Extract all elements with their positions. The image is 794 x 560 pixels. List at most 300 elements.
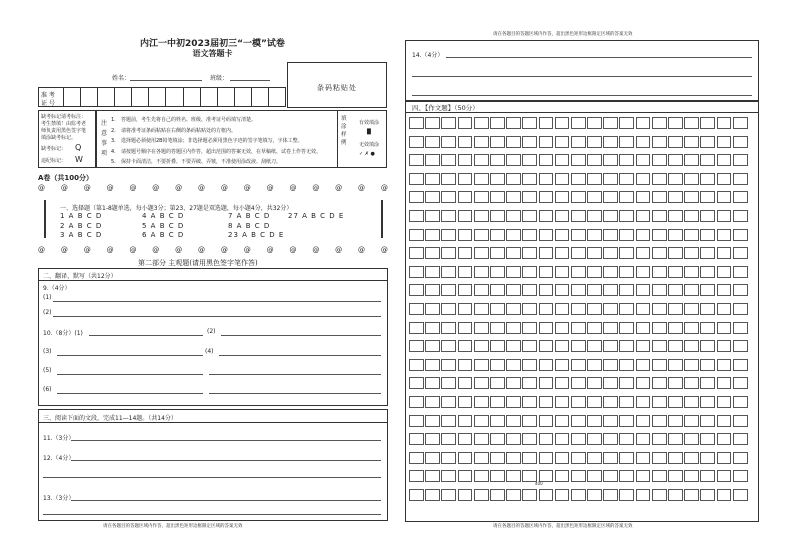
essay-grid-cell[interactable] [733,359,748,371]
essay-grid-cell[interactable] [700,136,715,148]
essay-grid-cell[interactable] [441,117,456,129]
essay-grid-cell[interactable] [571,377,586,389]
essay-grid-cell[interactable] [458,415,473,427]
essay-grid-cell[interactable] [522,377,537,389]
essay-grid-cell[interactable] [506,396,521,408]
essay-grid-cell[interactable] [441,284,456,296]
q13-answer-line[interactable] [71,500,381,501]
essay-grid-cell[interactable] [668,322,683,334]
essay-grid-cell[interactable] [490,377,505,389]
essay-grid-cell[interactable] [522,489,537,501]
essay-grid-cell[interactable] [539,433,554,445]
essay-grid-cell[interactable] [409,173,424,185]
essay-grid-cell[interactable] [425,359,440,371]
essay-grid-cell[interactable] [490,136,505,148]
essay-grid-cell[interactable] [522,191,537,203]
essay-grid-cell[interactable] [700,415,715,427]
essay-grid-cell[interactable] [539,284,554,296]
essay-grid-cell[interactable] [522,284,537,296]
essay-grid-cell[interactable] [409,470,424,482]
essay-grid-cell[interactable] [539,396,554,408]
essay-grid-cell[interactable] [522,322,537,334]
essay-grid-cell[interactable] [458,154,473,166]
essay-grid-cell[interactable] [474,284,489,296]
essay-grid-cell[interactable] [490,359,505,371]
essay-grid-cell[interactable] [441,470,456,482]
q11-answer-line[interactable] [71,440,381,441]
essay-grid-cell[interactable] [619,154,634,166]
q14-answer-line-2[interactable] [412,76,752,77]
essay-grid-cell[interactable] [668,191,683,203]
essay-grid-cell[interactable] [684,377,699,389]
essay-grid-cell[interactable] [506,377,521,389]
essay-grid-cell[interactable] [717,191,732,203]
essay-grid-cell[interactable] [522,359,537,371]
ticket-digit-cell[interactable] [80,88,97,106]
essay-grid-cell[interactable] [668,154,683,166]
ticket-digit-cell[interactable] [268,88,285,106]
essay-grid-cell[interactable] [717,452,732,464]
essay-grid-cell[interactable] [733,136,748,148]
essay-grid-cell[interactable] [587,191,602,203]
mcq-item[interactable]: 1 A B C D [60,212,103,220]
essay-grid-cell[interactable] [700,489,715,501]
essay-grid-cell[interactable] [733,340,748,352]
essay-grid-row[interactable] [409,247,749,259]
essay-grid-row[interactable] [409,489,749,501]
essay-grid-cell[interactable] [684,266,699,278]
essay-grid-cell[interactable] [474,136,489,148]
essay-grid-cell[interactable] [652,359,667,371]
q13-answer-line-2[interactable] [43,514,381,515]
mcq-item[interactable]: 27 A B C D E [288,212,345,220]
essay-grid-cell[interactable] [619,284,634,296]
essay-grid-row[interactable] [409,340,749,352]
essay-grid-cell[interactable] [652,470,667,482]
essay-grid-cell[interactable] [539,247,554,259]
essay-grid-cell[interactable] [717,377,732,389]
essay-grid-cell[interactable] [458,117,473,129]
essay-grid-cell[interactable] [700,433,715,445]
essay-grid-cell[interactable] [684,173,699,185]
essay-grid-cell[interactable] [652,377,667,389]
essay-grid-cell[interactable] [668,377,683,389]
essay-grid-cell[interactable] [555,210,570,222]
essay-grid-cell[interactable] [652,433,667,445]
essay-grid-cell[interactable] [474,303,489,315]
q14-answer-line-3[interactable] [412,95,752,96]
essay-grid-cell[interactable] [717,489,732,501]
essay-grid-cell[interactable] [506,117,521,129]
essay-grid-cell[interactable] [490,117,505,129]
essay-grid-cell[interactable] [733,154,748,166]
q10-6-answer-line[interactable] [57,393,203,394]
essay-grid-cell[interactable] [636,396,651,408]
ticket-digit-cell[interactable] [148,88,165,106]
essay-grid-cell[interactable] [636,303,651,315]
essay-grid-cell[interactable] [636,433,651,445]
essay-grid-cell[interactable] [441,433,456,445]
essay-grid-cell[interactable] [425,433,440,445]
essay-grid-cell[interactable] [700,229,715,241]
essay-grid-cell[interactable] [636,136,651,148]
essay-grid-cell[interactable] [425,191,440,203]
essay-grid-cell[interactable] [700,247,715,259]
essay-grid-cell[interactable] [684,117,699,129]
ticket-digit-cell[interactable] [234,88,251,106]
essay-grid-cell[interactable] [441,210,456,222]
essay-grid-cell[interactable] [717,173,732,185]
essay-grid-cell[interactable] [603,452,618,464]
essay-grid-cell[interactable] [587,154,602,166]
essay-grid-cell[interactable] [733,470,748,482]
essay-grid-cell[interactable] [522,470,537,482]
essay-grid-cell[interactable] [603,247,618,259]
essay-grid-cell[interactable] [652,489,667,501]
essay-grid-cell[interactable] [474,377,489,389]
essay-grid-row[interactable] [409,322,749,334]
essay-grid-cell[interactable] [603,229,618,241]
essay-grid-cell[interactable] [652,173,667,185]
essay-grid-cell[interactable] [458,266,473,278]
essay-grid-cell[interactable] [587,136,602,148]
essay-grid-cell[interactable] [717,433,732,445]
essay-grid-cell[interactable] [717,340,732,352]
essay-grid-cell[interactable] [603,489,618,501]
mcq-item[interactable]: 5 A B C D [142,222,185,230]
essay-grid-cell[interactable] [539,173,554,185]
essay-grid-cell[interactable] [425,210,440,222]
essay-grid-cell[interactable] [684,433,699,445]
essay-grid-cell[interactable] [571,173,586,185]
essay-grid-cell[interactable] [425,396,440,408]
ticket-digit-cell[interactable] [97,88,114,106]
essay-grid-cell[interactable] [603,377,618,389]
essay-grid-cell[interactable] [587,322,602,334]
essay-grid-cell[interactable] [587,210,602,222]
essay-grid-cell[interactable] [474,266,489,278]
mcq-item[interactable]: 23 A B C D E [228,231,285,239]
essay-grid-cell[interactable] [717,154,732,166]
essay-grid-cell[interactable] [603,433,618,445]
q10-5b-answer-line[interactable] [209,374,381,375]
essay-grid-cell[interactable] [555,117,570,129]
essay-grid-cell[interactable] [700,322,715,334]
essay-grid-cell[interactable] [668,470,683,482]
essay-grid-row[interactable] [409,229,749,241]
essay-grid-cell[interactable] [409,415,424,427]
essay-grid-cell[interactable] [733,415,748,427]
essay-grid-cell[interactable] [474,396,489,408]
essay-grid-cell[interactable] [409,247,424,259]
essay-grid-cell[interactable] [668,433,683,445]
essay-grid-cell[interactable] [458,396,473,408]
essay-grid-cell[interactable] [571,247,586,259]
essay-grid-cell[interactable] [441,396,456,408]
essay-grid-cell[interactable] [652,303,667,315]
essay-grid-cell[interactable] [587,284,602,296]
essay-grid-cell[interactable] [684,489,699,501]
essay-grid-cell[interactable] [700,173,715,185]
name-field[interactable] [130,80,202,81]
essay-grid-cell[interactable] [733,303,748,315]
essay-grid-cell[interactable] [425,415,440,427]
essay-grid-cell[interactable] [441,359,456,371]
essay-grid-cell[interactable] [619,210,634,222]
essay-grid-cell[interactable] [490,247,505,259]
essay-grid-cell[interactable] [474,322,489,334]
essay-grid-cell[interactable] [555,173,570,185]
essay-grid-cell[interactable] [668,489,683,501]
essay-grid-cell[interactable] [458,433,473,445]
essay-grid-cell[interactable] [506,433,521,445]
essay-grid-cell[interactable] [555,284,570,296]
essay-grid-cell[interactable] [441,340,456,352]
essay-grid-cell[interactable] [555,340,570,352]
essay-grid-cell[interactable] [539,489,554,501]
essay-grid-cell[interactable] [506,173,521,185]
essay-grid-cell[interactable] [603,303,618,315]
essay-grid-cell[interactable] [684,470,699,482]
essay-grid-cell[interactable] [717,396,732,408]
essay-grid-cell[interactable] [458,284,473,296]
essay-grid-cell[interactable] [571,136,586,148]
essay-grid-cell[interactable] [522,247,537,259]
essay-grid-cell[interactable] [458,470,473,482]
essay-grid-cell[interactable] [652,154,667,166]
essay-grid-cell[interactable] [619,433,634,445]
essay-grid-cell[interactable] [700,191,715,203]
essay-grid-cell[interactable] [474,340,489,352]
essay-grid-cell[interactable] [636,117,651,129]
essay-grid-cell[interactable] [555,377,570,389]
essay-grid-cell[interactable] [700,452,715,464]
essay-grid-cell[interactable] [522,136,537,148]
essay-grid-cell[interactable] [506,229,521,241]
essay-grid-cell[interactable] [522,396,537,408]
essay-grid-cell[interactable] [684,154,699,166]
essay-grid-cell[interactable] [539,470,554,482]
essay-grid-cell[interactable] [571,191,586,203]
essay-grid-cell[interactable] [668,452,683,464]
essay-grid-cell[interactable] [506,266,521,278]
essay-grid-cell[interactable] [619,452,634,464]
essay-grid-cell[interactable] [587,433,602,445]
ticket-digit-cell[interactable] [200,88,217,106]
essay-grid-cell[interactable] [441,377,456,389]
essay-grid-cell[interactable] [619,303,634,315]
essay-grid-cell[interactable] [522,433,537,445]
essay-grid-cell[interactable] [587,247,602,259]
essay-grid-cell[interactable] [458,136,473,148]
essay-grid-cell[interactable] [474,191,489,203]
essay-grid-cell[interactable] [603,340,618,352]
essay-grid-cell[interactable] [684,136,699,148]
essay-grid-cell[interactable] [652,117,667,129]
essay-grid-cell[interactable] [441,191,456,203]
essay-grid-cell[interactable] [684,247,699,259]
essay-grid-cell[interactable] [425,117,440,129]
essay-grid-cell[interactable] [555,470,570,482]
essay-grid-cell[interactable] [506,470,521,482]
essay-grid-cell[interactable] [717,415,732,427]
essay-grid-cell[interactable] [636,266,651,278]
essay-grid-cell[interactable] [539,266,554,278]
essay-grid-cell[interactable] [652,340,667,352]
essay-grid-row[interactable] [409,266,749,278]
q10-3-answer-line[interactable] [57,355,203,356]
ticket-digit-cell[interactable] [165,88,182,106]
essay-grid-cell[interactable] [458,210,473,222]
essay-grid-cell[interactable] [506,415,521,427]
essay-grid-cell[interactable] [587,452,602,464]
essay-grid-row[interactable] [409,396,749,408]
essay-grid-cell[interactable] [409,284,424,296]
essay-grid-cell[interactable] [700,154,715,166]
mcq-item[interactable]: 7 A B C D [228,212,271,220]
essay-grid-cell[interactable] [733,322,748,334]
essay-grid-cell[interactable] [571,359,586,371]
essay-grid-cell[interactable] [506,489,521,501]
mcq-item[interactable]: 8 A B C D [228,222,271,230]
essay-grid-cell[interactable] [668,117,683,129]
essay-grid-cell[interactable] [603,322,618,334]
essay-grid-row[interactable] [409,191,749,203]
essay-grid-cell[interactable] [458,359,473,371]
essay-grid-cell[interactable] [684,303,699,315]
essay-grid-cell[interactable] [555,136,570,148]
essay-grid-cell[interactable] [409,433,424,445]
q12-answer-line-2[interactable] [43,477,381,478]
essay-grid-cell[interactable] [636,489,651,501]
q14-answer-line[interactable] [446,57,752,58]
q9-2-answer-line[interactable] [53,316,381,317]
essay-grid-row[interactable] [409,359,749,371]
essay-grid-cell[interactable] [409,266,424,278]
essay-grid-cell[interactable] [587,396,602,408]
essay-grid-cell[interactable] [668,359,683,371]
ticket-digit-cell[interactable] [131,88,148,106]
essay-grid-cell[interactable] [425,247,440,259]
essay-grid-cell[interactable] [490,470,505,482]
essay-grid-cell[interactable] [587,377,602,389]
essay-grid-cell[interactable] [684,191,699,203]
essay-grid-cell[interactable] [409,154,424,166]
essay-grid-cell[interactable] [700,117,715,129]
essay-grid-cell[interactable] [539,303,554,315]
essay-grid-cell[interactable] [522,415,537,427]
essay-grid-cell[interactable] [652,396,667,408]
essay-grid-cell[interactable] [587,359,602,371]
essay-grid-cell[interactable] [700,396,715,408]
essay-grid-cell[interactable] [619,377,634,389]
q10-1-answer-line[interactable] [89,335,203,336]
essay-grid-cell[interactable] [587,303,602,315]
essay-grid-cell[interactable] [733,452,748,464]
class-field[interactable] [230,80,270,81]
essay-grid-cell[interactable] [555,433,570,445]
essay-grid-cell[interactable] [441,266,456,278]
essay-grid-cell[interactable] [441,247,456,259]
essay-grid-cell[interactable] [522,229,537,241]
essay-grid-cell[interactable] [425,266,440,278]
essay-grid-cell[interactable] [522,340,537,352]
essay-grid-cell[interactable] [700,303,715,315]
essay-grid-cell[interactable] [490,154,505,166]
essay-grid-cell[interactable] [490,266,505,278]
ticket-digit-cell[interactable] [63,88,80,106]
essay-grid-cell[interactable] [733,247,748,259]
essay-grid-row[interactable] [409,433,749,445]
q9-1-answer-line[interactable] [53,301,381,302]
essay-grid-cell[interactable] [636,210,651,222]
essay-grid-cell[interactable] [490,340,505,352]
essay-grid-cell[interactable] [717,303,732,315]
essay-grid-cell[interactable] [587,470,602,482]
essay-grid-cell[interactable] [700,359,715,371]
essay-grid-cell[interactable] [555,322,570,334]
essay-grid-cell[interactable] [539,117,554,129]
absence-mark-symbol[interactable]: Q [75,143,82,152]
essay-grid-cell[interactable] [636,340,651,352]
essay-grid-cell[interactable] [684,452,699,464]
essay-grid-cell[interactable] [636,415,651,427]
essay-grid-cell[interactable] [668,415,683,427]
essay-grid-cell[interactable] [668,266,683,278]
mcq-item[interactable]: 6 A B C D [142,231,185,239]
essay-grid-cell[interactable] [409,191,424,203]
essay-grid-cell[interactable] [425,173,440,185]
essay-grid-cell[interactable] [539,415,554,427]
essay-grid-cell[interactable] [587,415,602,427]
essay-grid-cell[interactable] [425,154,440,166]
essay-grid-cell[interactable] [425,229,440,241]
essay-grid-cell[interactable] [603,415,618,427]
essay-grid-cell[interactable] [425,340,440,352]
essay-grid-cell[interactable] [458,489,473,501]
essay-grid-cell[interactable] [506,303,521,315]
essay-grid-cell[interactable] [603,284,618,296]
essay-grid-cell[interactable] [474,229,489,241]
essay-grid-cell[interactable] [587,173,602,185]
essay-grid-cell[interactable] [522,266,537,278]
essay-grid-cell[interactable] [652,229,667,241]
essay-grid-cell[interactable] [733,266,748,278]
essay-grid-cell[interactable] [458,247,473,259]
essay-grid-cell[interactable] [717,229,732,241]
essay-grid-cell[interactable] [458,340,473,352]
essay-grid-cell[interactable] [603,210,618,222]
essay-grid-cell[interactable] [668,247,683,259]
essay-grid-cell[interactable] [571,266,586,278]
essay-grid-cell[interactable] [636,247,651,259]
essay-grid-cell[interactable] [539,340,554,352]
essay-grid-cell[interactable] [619,489,634,501]
essay-grid-cell[interactable] [555,452,570,464]
essay-grid-cell[interactable] [490,452,505,464]
essay-grid-cell[interactable] [603,191,618,203]
essay-grid-cell[interactable] [441,154,456,166]
essay-grid-cell[interactable] [571,433,586,445]
essay-grid-cell[interactable] [571,470,586,482]
essay-grid-cell[interactable] [571,340,586,352]
essay-grid-cell[interactable] [619,191,634,203]
essay-grid-cell[interactable] [571,415,586,427]
essay-grid-cell[interactable] [409,117,424,129]
essay-grid-cell[interactable] [700,266,715,278]
essay-grid-cell[interactable] [684,415,699,427]
essay-grid-cell[interactable] [490,396,505,408]
